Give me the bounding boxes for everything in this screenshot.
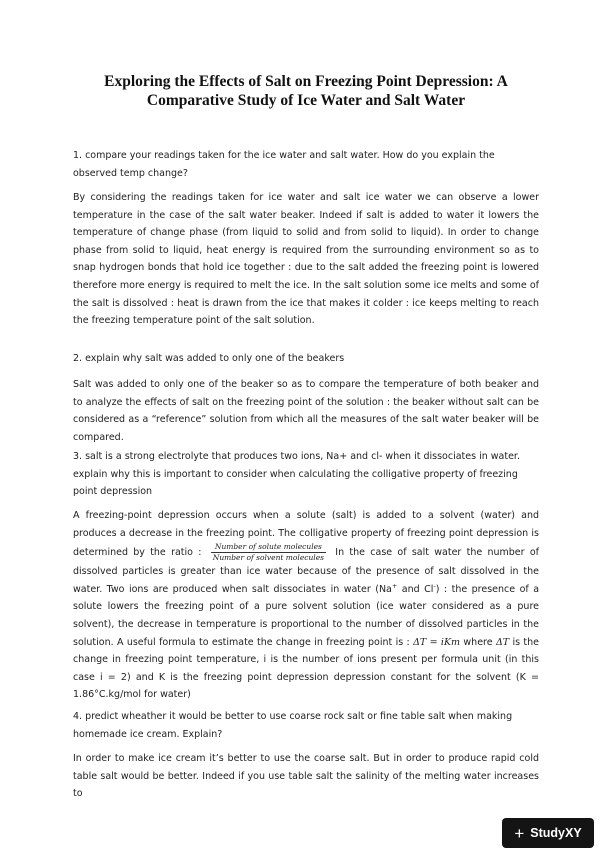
question-3: 3. salt is a strong electrolyte that produces two ions, Na+ and cl- when it dissociates in water. explain why this is important to consider when calculating the colligative property of freezing point depression	[73, 451, 520, 498]
chloride-charge: -	[433, 581, 436, 590]
document-title: Exploring the Effects of Salt on Freezing Point Depression: A Comparative Study of Ice Water and Salt Water	[104, 73, 508, 109]
answer-3-part-d: ) : the presence of a solute lowers the freezing point of a pure solvent solution (ice water considered as a pure solvent), the decrease in temperature is proportional to the number of dissolved particles in the solution. A useful formula to estimate the change in freezing point is :	[73, 583, 540, 648]
studyxy-badge[interactable]	[502, 818, 594, 848]
answer-2: Salt was added to only one of the beaker so as to compare the temperature of both beaker and to analyze the effects of salt on the freezing point of the solution : the beaker without salt can be considered as a “reference” solution from which all the measures of the salt water beaker will be compared.	[73, 379, 539, 443]
answer-3-part-a: A freezing-point depression occurs when a solute (salt) is added to a solvent (water) and produces a decrease in the freezing point. The colligative property of freezing point depression is determined by the ratio :	[73, 510, 539, 559]
studyxy-label: StudyXY	[530, 826, 582, 840]
answer-4: In order to make ice cream it’s better to use the coarse salt. But in order to produce rapid cold table salt would be better. Indeed if you use table salt the salinity of the melting water increases to	[73, 753, 539, 800]
answer-3	[73, 507, 539, 704]
sodium-charge: +	[391, 581, 398, 590]
fraction-numerator: Number of solute molecules	[211, 542, 326, 553]
plus-icon: +	[514, 823, 525, 843]
answer-3-part-b: In the case of salt water the number of dissolved particles is greater than ice water because of the presence of salt dissolved in the water. Two ions are produced when salt dissociates in water (Na	[73, 547, 539, 595]
answer-3-part-c: and Cl	[397, 583, 434, 595]
question-1: 1. compare your readings taken for the ice water and salt water. How do you explain the observed temp change?	[73, 150, 495, 179]
question-2: 2. explain why salt was added to only one of the beakers	[73, 353, 345, 364]
answer-3-part-e: where	[460, 636, 496, 648]
fraction-denominator: Number of solvent molecules	[212, 553, 324, 563]
ratio-fraction	[211, 542, 326, 563]
delta-t-symbol: ΔT	[495, 636, 510, 648]
answer-3-part-f: is the change in freezing point temperature, i is the number of ions present per formula unit (in this case i = 2) and K is the freezing point depression depression constant for the solvent (K = 1.86°C.kg/mol for water)	[73, 636, 540, 701]
freezing-point-formula: ΔT = iKm	[413, 636, 461, 648]
question-4: 4. predict wheather it would be better to use coarse rock salt or fine table salt when making homemade ice cream. Explain?	[73, 711, 513, 740]
answer-1: By considering the readings taken for ice water and salt ice water we can observe a lower temperature in the case of the salt water beaker. Indeed if salt is added to water it lowers the temperature of change phase (from liquid to solid and from solid to liquid). In order to change phase from solid to liquid, heat energy is required from the surrounding environment so as to snap hydrogen bonds that hold ice together : due to the salt added the freezing point is lowered therefore more energy is required to melt the ice. In the salt solution some ice melts and some of the salt is dissolved : heat is drawn from the ice that makes it colder : ice keeps melting to reach the freezing temperature point of the salt solution.	[73, 192, 539, 327]
